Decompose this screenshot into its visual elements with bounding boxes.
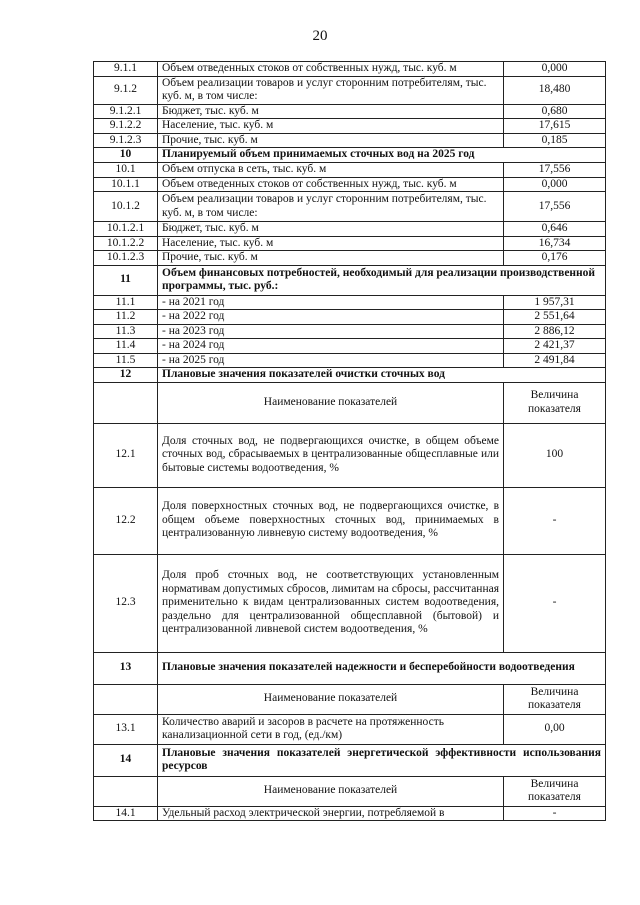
- row-number: 12.2: [94, 487, 158, 554]
- page-number: 20: [312, 28, 328, 44]
- row-description: Население, тыс. куб. м: [158, 119, 504, 134]
- row-description: Доля поверхностных сточных вод, не подвергающихся очистке, в общем объеме поверхностных сточных вод, принимаемых в централизованную ливневую систему водоотведения, %: [158, 487, 504, 554]
- row-description: - на 2025 год: [158, 353, 504, 368]
- column-header-name: Наименование показателей: [158, 684, 504, 714]
- row-number: 9.1.1: [94, 62, 158, 77]
- table-row: [94, 339, 606, 354]
- row-description: Доля сточных вод, не подвергающихся очистке, в общем объеме сточных вод, сбрасываемых в централизованные общесплавные или бытовые системы водоотведения, %: [158, 423, 504, 487]
- row-description: - на 2023 год: [158, 324, 504, 339]
- row-value: 16,734: [504, 236, 606, 251]
- row-description: - на 2024 год: [158, 339, 504, 354]
- row-number: 9.1.2.1: [94, 104, 158, 119]
- row-number: 10.1: [94, 163, 158, 178]
- row-description: Объем отведенных стоков от собственных нужд, тыс. куб. м: [158, 177, 504, 192]
- row-number: 10.1.2: [94, 192, 158, 222]
- row-description: Плановые значения показателей надежности и бесперебойности водоотведения: [158, 652, 606, 684]
- column-header-value: Величина показателя: [504, 382, 606, 423]
- table-row: [94, 119, 606, 134]
- section-row: [94, 652, 606, 684]
- row-value: 17,556: [504, 163, 606, 178]
- row-number: 13: [94, 652, 158, 684]
- table-row: [94, 353, 606, 368]
- table-row: [94, 133, 606, 148]
- table-row: [94, 806, 606, 821]
- table-row: [94, 236, 606, 251]
- row-number: 11: [94, 265, 158, 295]
- empty-cell: [94, 684, 158, 714]
- row-number: 14: [94, 744, 158, 776]
- row-number: 11.5: [94, 353, 158, 368]
- table-header-row: [94, 684, 606, 714]
- row-number: 11.1: [94, 295, 158, 310]
- section-row: [94, 148, 606, 163]
- row-number: 12.1: [94, 423, 158, 487]
- row-description: Объем отведенных стоков от собственных нужд, тыс. куб. м: [158, 62, 504, 77]
- row-value: 17,615: [504, 119, 606, 134]
- row-description: Объем финансовых потребностей, необходимый для реализации производственной программы, тыс. руб.:: [158, 265, 606, 295]
- row-description: Объем отпуска в сеть, тыс. куб. м: [158, 163, 504, 178]
- table-row: [94, 222, 606, 237]
- row-description: Плановые значения показателей энергетической эффективности использования ресурсов: [158, 744, 606, 776]
- row-description: - на 2022 год: [158, 310, 504, 325]
- row-number: 11.3: [94, 324, 158, 339]
- row-value: 1 957,31: [504, 295, 606, 310]
- section-row: [94, 265, 606, 295]
- section-row: [94, 368, 606, 383]
- row-value: 0,000: [504, 62, 606, 77]
- table-row: [94, 714, 606, 744]
- table-row: [94, 251, 606, 266]
- row-value: 18,480: [504, 76, 606, 104]
- row-description: Плановые значения показателей очистки сточных вод: [158, 368, 606, 383]
- row-number: 11.4: [94, 339, 158, 354]
- row-description: Планируемый объем принимаемых сточных вод на 2025 год: [158, 148, 606, 163]
- row-description: - на 2021 год: [158, 295, 504, 310]
- row-value: 100: [504, 423, 606, 487]
- row-value: 0,680: [504, 104, 606, 119]
- table-row: [94, 324, 606, 339]
- row-value: -: [504, 554, 606, 652]
- row-value: 2 491,84: [504, 353, 606, 368]
- program-table: [93, 61, 606, 821]
- table-row: [94, 177, 606, 192]
- row-description: Удельный расход электрической энергии, потребляемой в: [158, 806, 504, 821]
- row-value: 2 551,64: [504, 310, 606, 325]
- row-description: Объем реализации товаров и услуг сторонним потребителям, тыс. куб. м, в том числе:: [158, 192, 504, 222]
- empty-cell: [94, 382, 158, 423]
- row-value: 0,176: [504, 251, 606, 266]
- row-value: -: [504, 806, 606, 821]
- row-description: Население, тыс. куб. м: [158, 236, 504, 251]
- row-number: 10.1.2.2: [94, 236, 158, 251]
- row-description: Количество аварий и засоров в расчете на протяженность канализационной сети в год, (ед./км): [158, 714, 504, 744]
- row-number: 10: [94, 148, 158, 163]
- table-row: [94, 554, 606, 652]
- row-value: 0,185: [504, 133, 606, 148]
- row-number: 10.1.2.3: [94, 251, 158, 266]
- row-number: 10.1.2.1: [94, 222, 158, 237]
- table-row: [94, 295, 606, 310]
- row-value: 17,556: [504, 192, 606, 222]
- row-number: 12: [94, 368, 158, 383]
- column-header-value: Величина показателя: [504, 684, 606, 714]
- empty-cell: [94, 776, 158, 806]
- row-number: 13.1: [94, 714, 158, 744]
- row-description: Объем реализации товаров и услуг сторонним потребителям, тыс. куб. м, в том числе:: [158, 76, 504, 104]
- table-row: [94, 423, 606, 487]
- row-number: 10.1.1: [94, 177, 158, 192]
- row-number: 9.1.2.2: [94, 119, 158, 134]
- table-row: [94, 104, 606, 119]
- row-number: 9.1.2: [94, 76, 158, 104]
- row-number: 9.1.2.3: [94, 133, 158, 148]
- column-header-value: Величина показателя: [504, 776, 606, 806]
- table-row: [94, 310, 606, 325]
- row-description: Бюджет, тыс. куб. м: [158, 104, 504, 119]
- row-value: -: [504, 487, 606, 554]
- row-number: 14.1: [94, 806, 158, 821]
- section-row: [94, 744, 606, 776]
- row-value: 2 421,37: [504, 339, 606, 354]
- table-row: [94, 163, 606, 178]
- row-value: 0,000: [504, 177, 606, 192]
- row-value: 0,646: [504, 222, 606, 237]
- row-number: 12.3: [94, 554, 158, 652]
- table-row: [94, 192, 606, 222]
- row-number: 11.2: [94, 310, 158, 325]
- row-description: Прочие, тыс. куб. м: [158, 133, 504, 148]
- row-description: Доля проб сточных вод, не соответствующих установленным нормативам допустимых сбросов, лимитам на сбросы, рассчитанная применительно к видам централизованных систем водоотведения, раздельно для централизованной общесплавной (бытовой) и централизованной ливневой систем водоотведения, %: [158, 554, 504, 652]
- table-row: [94, 76, 606, 104]
- table-header-row: [94, 776, 606, 806]
- table-row: [94, 487, 606, 554]
- row-description: Бюджет, тыс. куб. м: [158, 222, 504, 237]
- table-row: [94, 62, 606, 77]
- row-value: 2 886,12: [504, 324, 606, 339]
- column-header-name: Наименование показателей: [158, 382, 504, 423]
- row-value: 0,00: [504, 714, 606, 744]
- column-header-name: Наименование показателей: [158, 776, 504, 806]
- program-table-body: [94, 62, 606, 821]
- row-description: Прочие, тыс. куб. м: [158, 251, 504, 266]
- table-header-row: [94, 382, 606, 423]
